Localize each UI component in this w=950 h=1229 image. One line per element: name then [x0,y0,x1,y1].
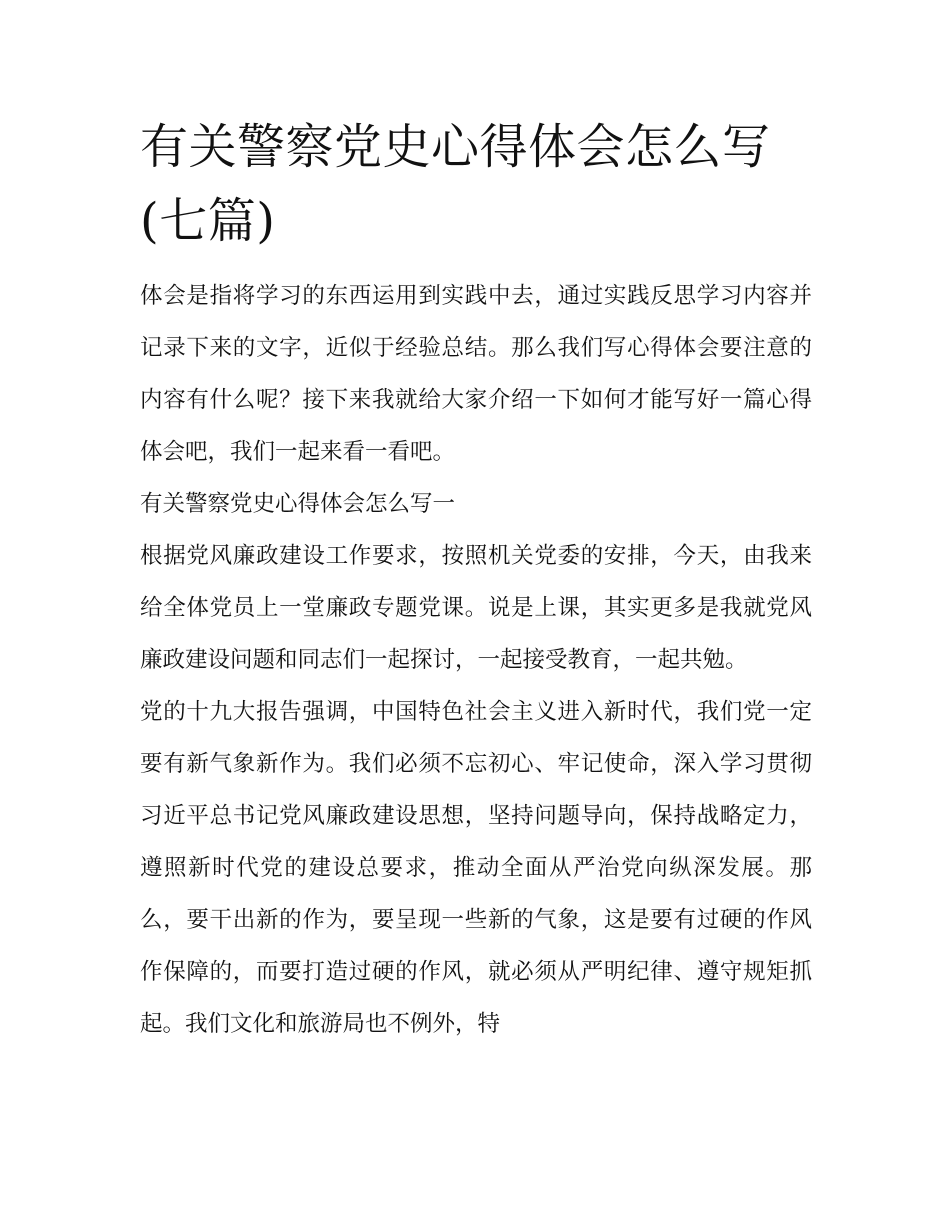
body-paragraph: 根据党风廉政建设工作要求，按照机关党委的安排，今天，由我来给全体党员上一堂廉政专题党课。说是上课，其实更多是我就党风廉政建设问题和同志们一起探讨，一起接受教育，一起共勉。 [140,543,812,673]
document-title: 有关警察党史心得体会怎么写(七篇) [140,119,771,249]
section-heading: 有关警察党史心得体会怎么写一 [140,491,456,517]
body-paragraph: 党的十九大报告强调，中国特色社会主义进入新时代，我们党一定要有新气象新作为。我们必须不忘初心、牢记使命，深入学习贯彻习近平总书记党风廉政建设思想，坚持问题导向，保持战略定力，遵照新时代党的建设总要求，推动全面从严治党向纵深发展。那么，要干出新的作为，要呈现一些新的气象，这是要有过硬的作风作保障的，而要打造过硬的作风，就必须从严明纪律、遵守规矩抓起。我们文化和旅游局也不例外，特 [140,699,812,1037]
document-page [140,110,812,1050]
intro-paragraph: 体会是指将学习的东西运用到实践中去，通过实践反思学习内容并记录下来的文字，近似于经验总结。那么我们写心得体会要注意的内容有什么呢？接下来我就给大家介绍一下如何才能写好一篇心得体会吧，我们一起来看一看吧。 [140,283,812,465]
